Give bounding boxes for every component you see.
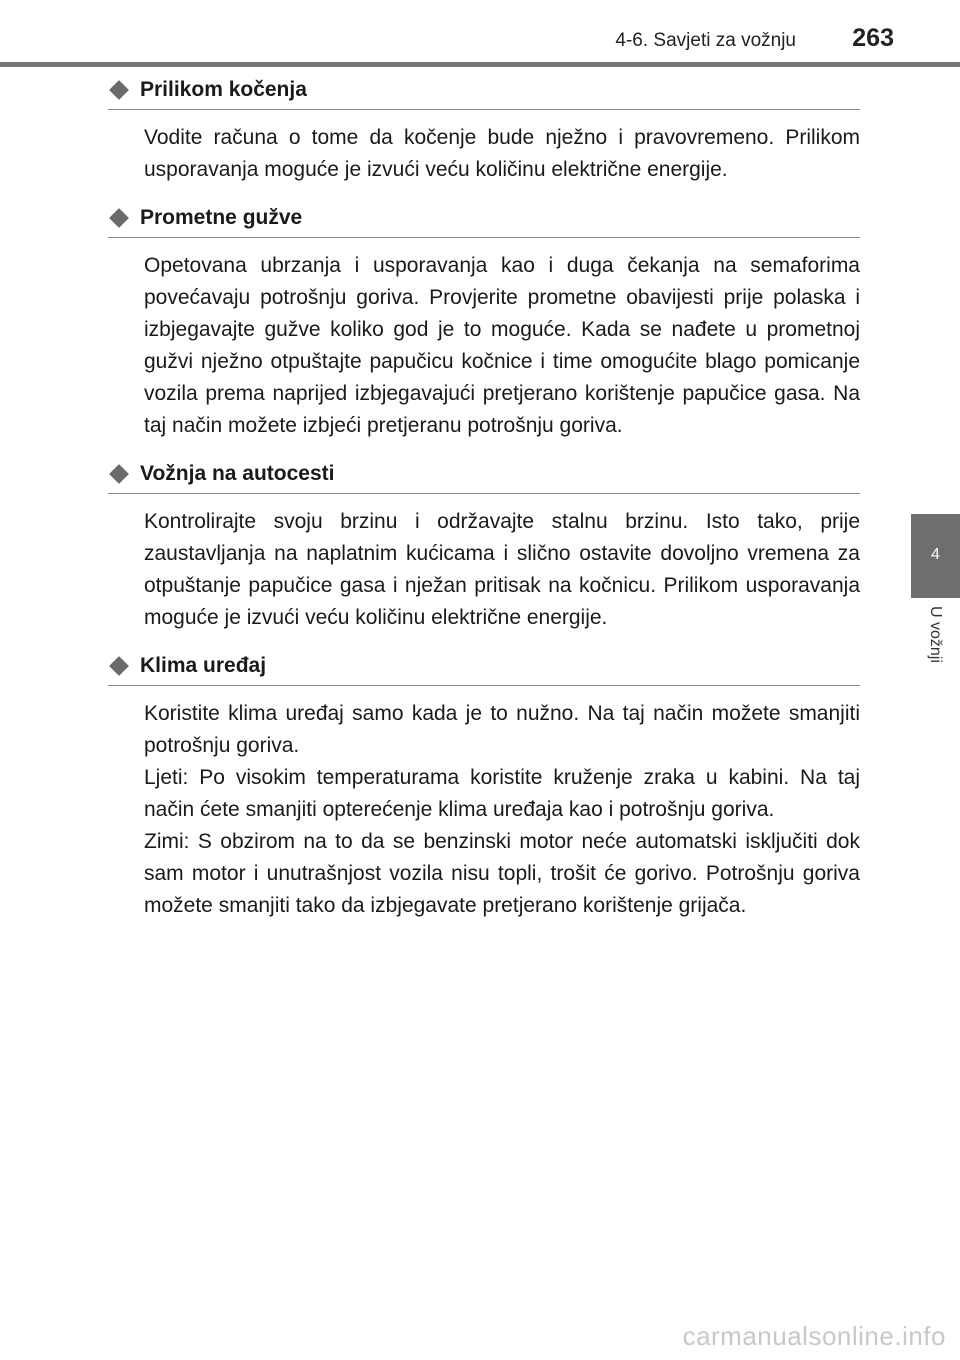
page-number: 263 [852,24,894,52]
chapter-tab-number: 4 [931,546,940,563]
chapter-tab-label: U vožnji [927,606,944,663]
header-title: 4-6. Savjeti za vožnju [615,30,796,51]
diamond-icon [109,464,129,484]
section-body [144,698,860,922]
paragraph: Koristite klima uređaj samo kada je to nužno. Na taj način možete smanjiti potrošnju goriva. [144,702,860,757]
paragraph: Kontrolirajte svoju brzinu i održavajte stalnu brzinu. Isto tako, prije zaustavljanja na naplatnim kućicama i slično ostavite dovoljno vremena za otpuštanje papučice gasa i nježan pritisak na kočnicu. Prilikom usporavanja moguće je izvući veću količinu električne energije. [144,510,860,629]
header-rule [0,62,960,67]
watermark: carmanualsonline.info [682,1321,946,1351]
section-heading [108,72,860,110]
section-title: Klima uređaj [140,654,267,677]
paragraph: Ljeti: Po visokim temperaturama koristite kruženje zraka u kabini. Na taj način ćete smanjiti opterećenje klima uređaja kao i potrošnju goriva. [144,766,860,821]
section-heading [108,200,860,238]
section-body [144,250,860,442]
section-title: Prometne gužve [140,206,303,229]
page-content [108,72,860,922]
section-heading [108,648,860,686]
chapter-tab [911,514,960,598]
paragraph: Opetovana ubrzanja i usporavanja kao i duga čekanja na semaforima povećavaju potrošnju goriva. Provjerite prometne obavijesti prije polaska i izbjegavajte gužve koliko god je to moguće. Kada se nađete u prometnoj gužvi nježno otpuštajte papučicu kočnice i time omogućite blago pomicanje vozila prema naprijed izbjegavajući pretjerano korištenje papučice gasa. Na taj način možete izbjeći pretjeranu potrošnju goriva. [144,254,860,437]
section-heading [108,456,860,494]
section-air-conditioning [108,648,860,922]
diamond-icon [109,80,129,100]
section-body [144,506,860,634]
paragraph: Zimi: S obzirom na to da se benzinski motor neće automatski isključiti dok sam motor i unutrašnjost vozila nisu topli, trošit će gorivo. Potrošnju goriva možete smanjiti tako da izbjegavate pretjerano korištenje grijača. [144,830,860,917]
section-title: Vožnja na autocesti [140,462,335,485]
section-braking [108,72,860,186]
section-title: Prilikom kočenja [140,78,307,101]
section-body [144,122,860,186]
paragraph: Vodite računa o tome da kočenje bude nježno i pravovremeno. Prilikom usporavanja moguće je izvući veću količinu električne energije. [144,126,860,181]
section-traffic-jams [108,200,860,442]
section-highway-driving [108,456,860,634]
diamond-icon [109,656,129,676]
diamond-icon [109,208,129,228]
